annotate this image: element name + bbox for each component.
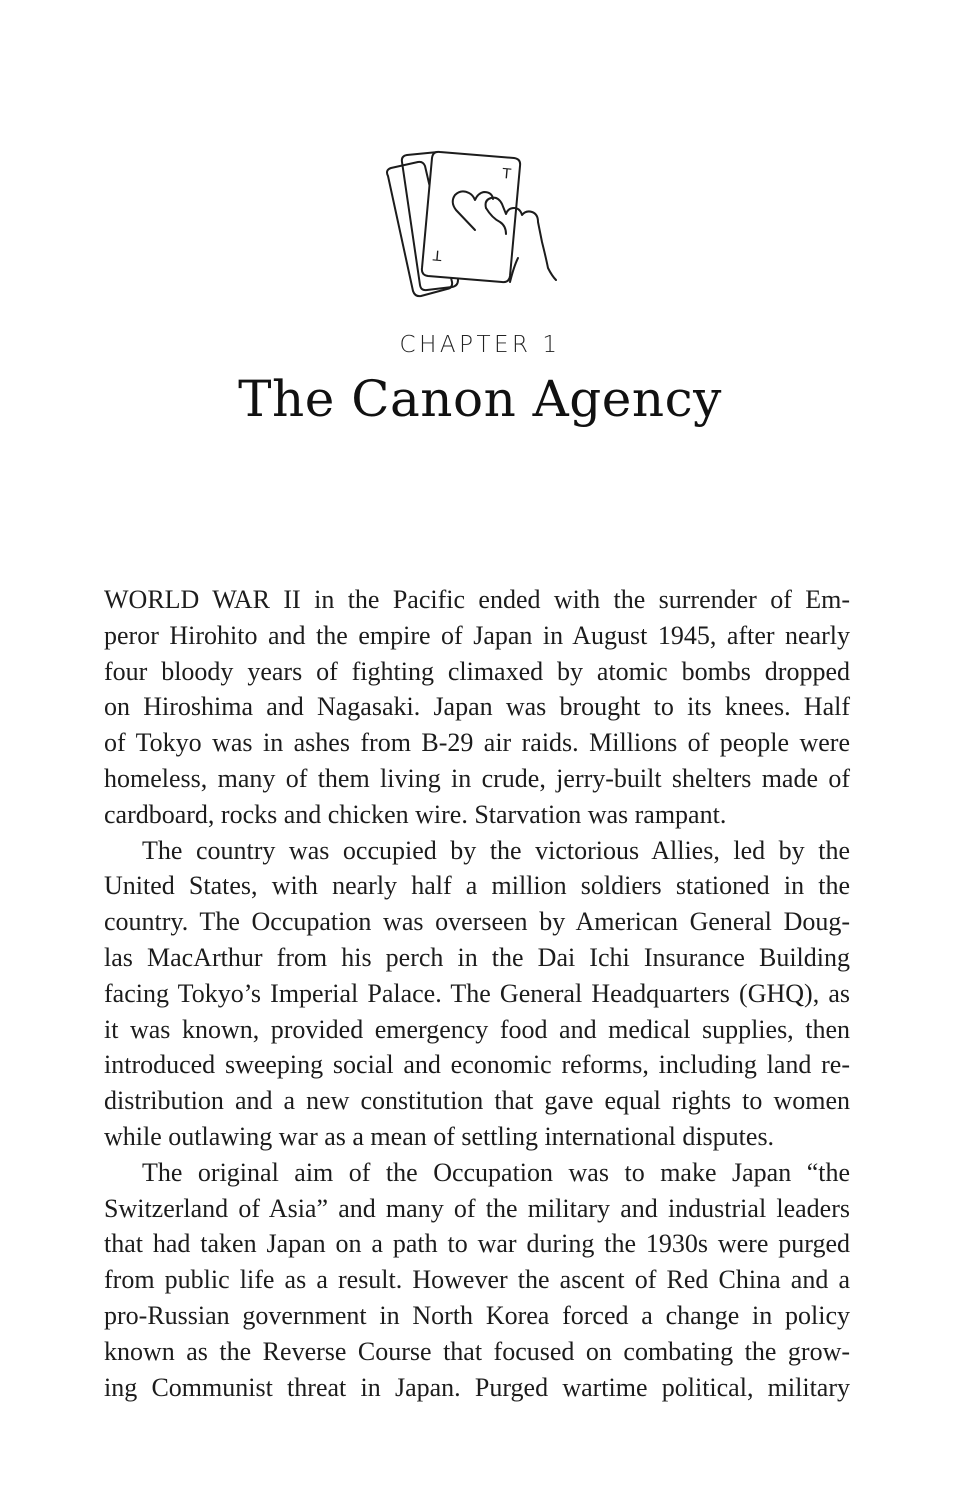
paragraph-1 [104, 582, 850, 833]
paragraph-line: introduced sweeping social and economic reforms, including land re- [104, 1050, 850, 1080]
paragraph-line: The original aim of the Occupation was to make Japan “the [142, 1157, 850, 1187]
paragraph-3 [104, 1155, 850, 1406]
paragraph-line: from public life as a result. However the ascent of Red China and a [104, 1265, 850, 1295]
card-letter-bottom: T [432, 246, 443, 263]
chapter-title: The Canon Agency [238, 370, 722, 428]
paragraph-2 [104, 833, 850, 1155]
paragraph-line: on Hiroshima and Nagasaki. Japan was brought to its knees. Half [104, 692, 850, 722]
paragraph-line: distribution and a new constitution that gave equal rights to women [104, 1086, 850, 1116]
paragraph-line: The country was occupied by the victorious Allies, led by the [142, 835, 850, 865]
paragraph-line: known as the Reverse Course that focused on combating the grow- [104, 1336, 850, 1366]
paragraph-line: Switzerland of Asia” and many of the military and industrial leaders [104, 1193, 850, 1223]
paragraph-line: facing Tokyo’s Imperial Palace. The General Headquarters (GHQ), as [104, 978, 850, 1008]
paragraph-line: peror Hirohito and the empire of Japan in August 1945, after nearly [104, 620, 850, 650]
paragraph-line: four bloody years of fighting climaxed by atomic bombs dropped [104, 656, 850, 686]
chapter-body [104, 582, 850, 1405]
paragraph-line: ing Communist threat in Japan. Purged wartime political, military [104, 1372, 850, 1402]
paragraph-line: that had taken Japan on a path to war during the 1930s were purged [104, 1229, 850, 1259]
paragraph-line: country. The Occupation was overseen by American General Doug- [104, 907, 850, 937]
paragraph-line: WORLD WAR II in the Pacific ended with the surrender of Em- [104, 585, 850, 614]
paragraph-line: while outlawing war as a mean of settling international disputes. [104, 1121, 775, 1151]
paragraph-line: homeless, many of them living in crude, jerry-built shelters made of [104, 763, 850, 793]
paragraph-line: of Tokyo was in ashes from B-29 air raids. Millions of people were [104, 728, 850, 758]
paragraph-line: United States, with nearly half a million soldiers stationed in the [104, 871, 850, 901]
paragraph-line: it was known, provided emergency food and medical supplies, then [104, 1014, 850, 1044]
paragraph-line: las MacArthur from his perch in the Dai Ichi Insurance Building [104, 942, 850, 972]
playing-cards-hand-icon [380, 148, 575, 300]
paragraph-line: cardboard, rocks and chicken wire. Starvation was rampant. [104, 799, 727, 829]
chapter-label: CHAPTER 1 [399, 332, 561, 358]
paragraph-line: pro-Russian government in North Korea forced a change in policy [104, 1300, 850, 1330]
card-letter-top: T [501, 166, 512, 183]
